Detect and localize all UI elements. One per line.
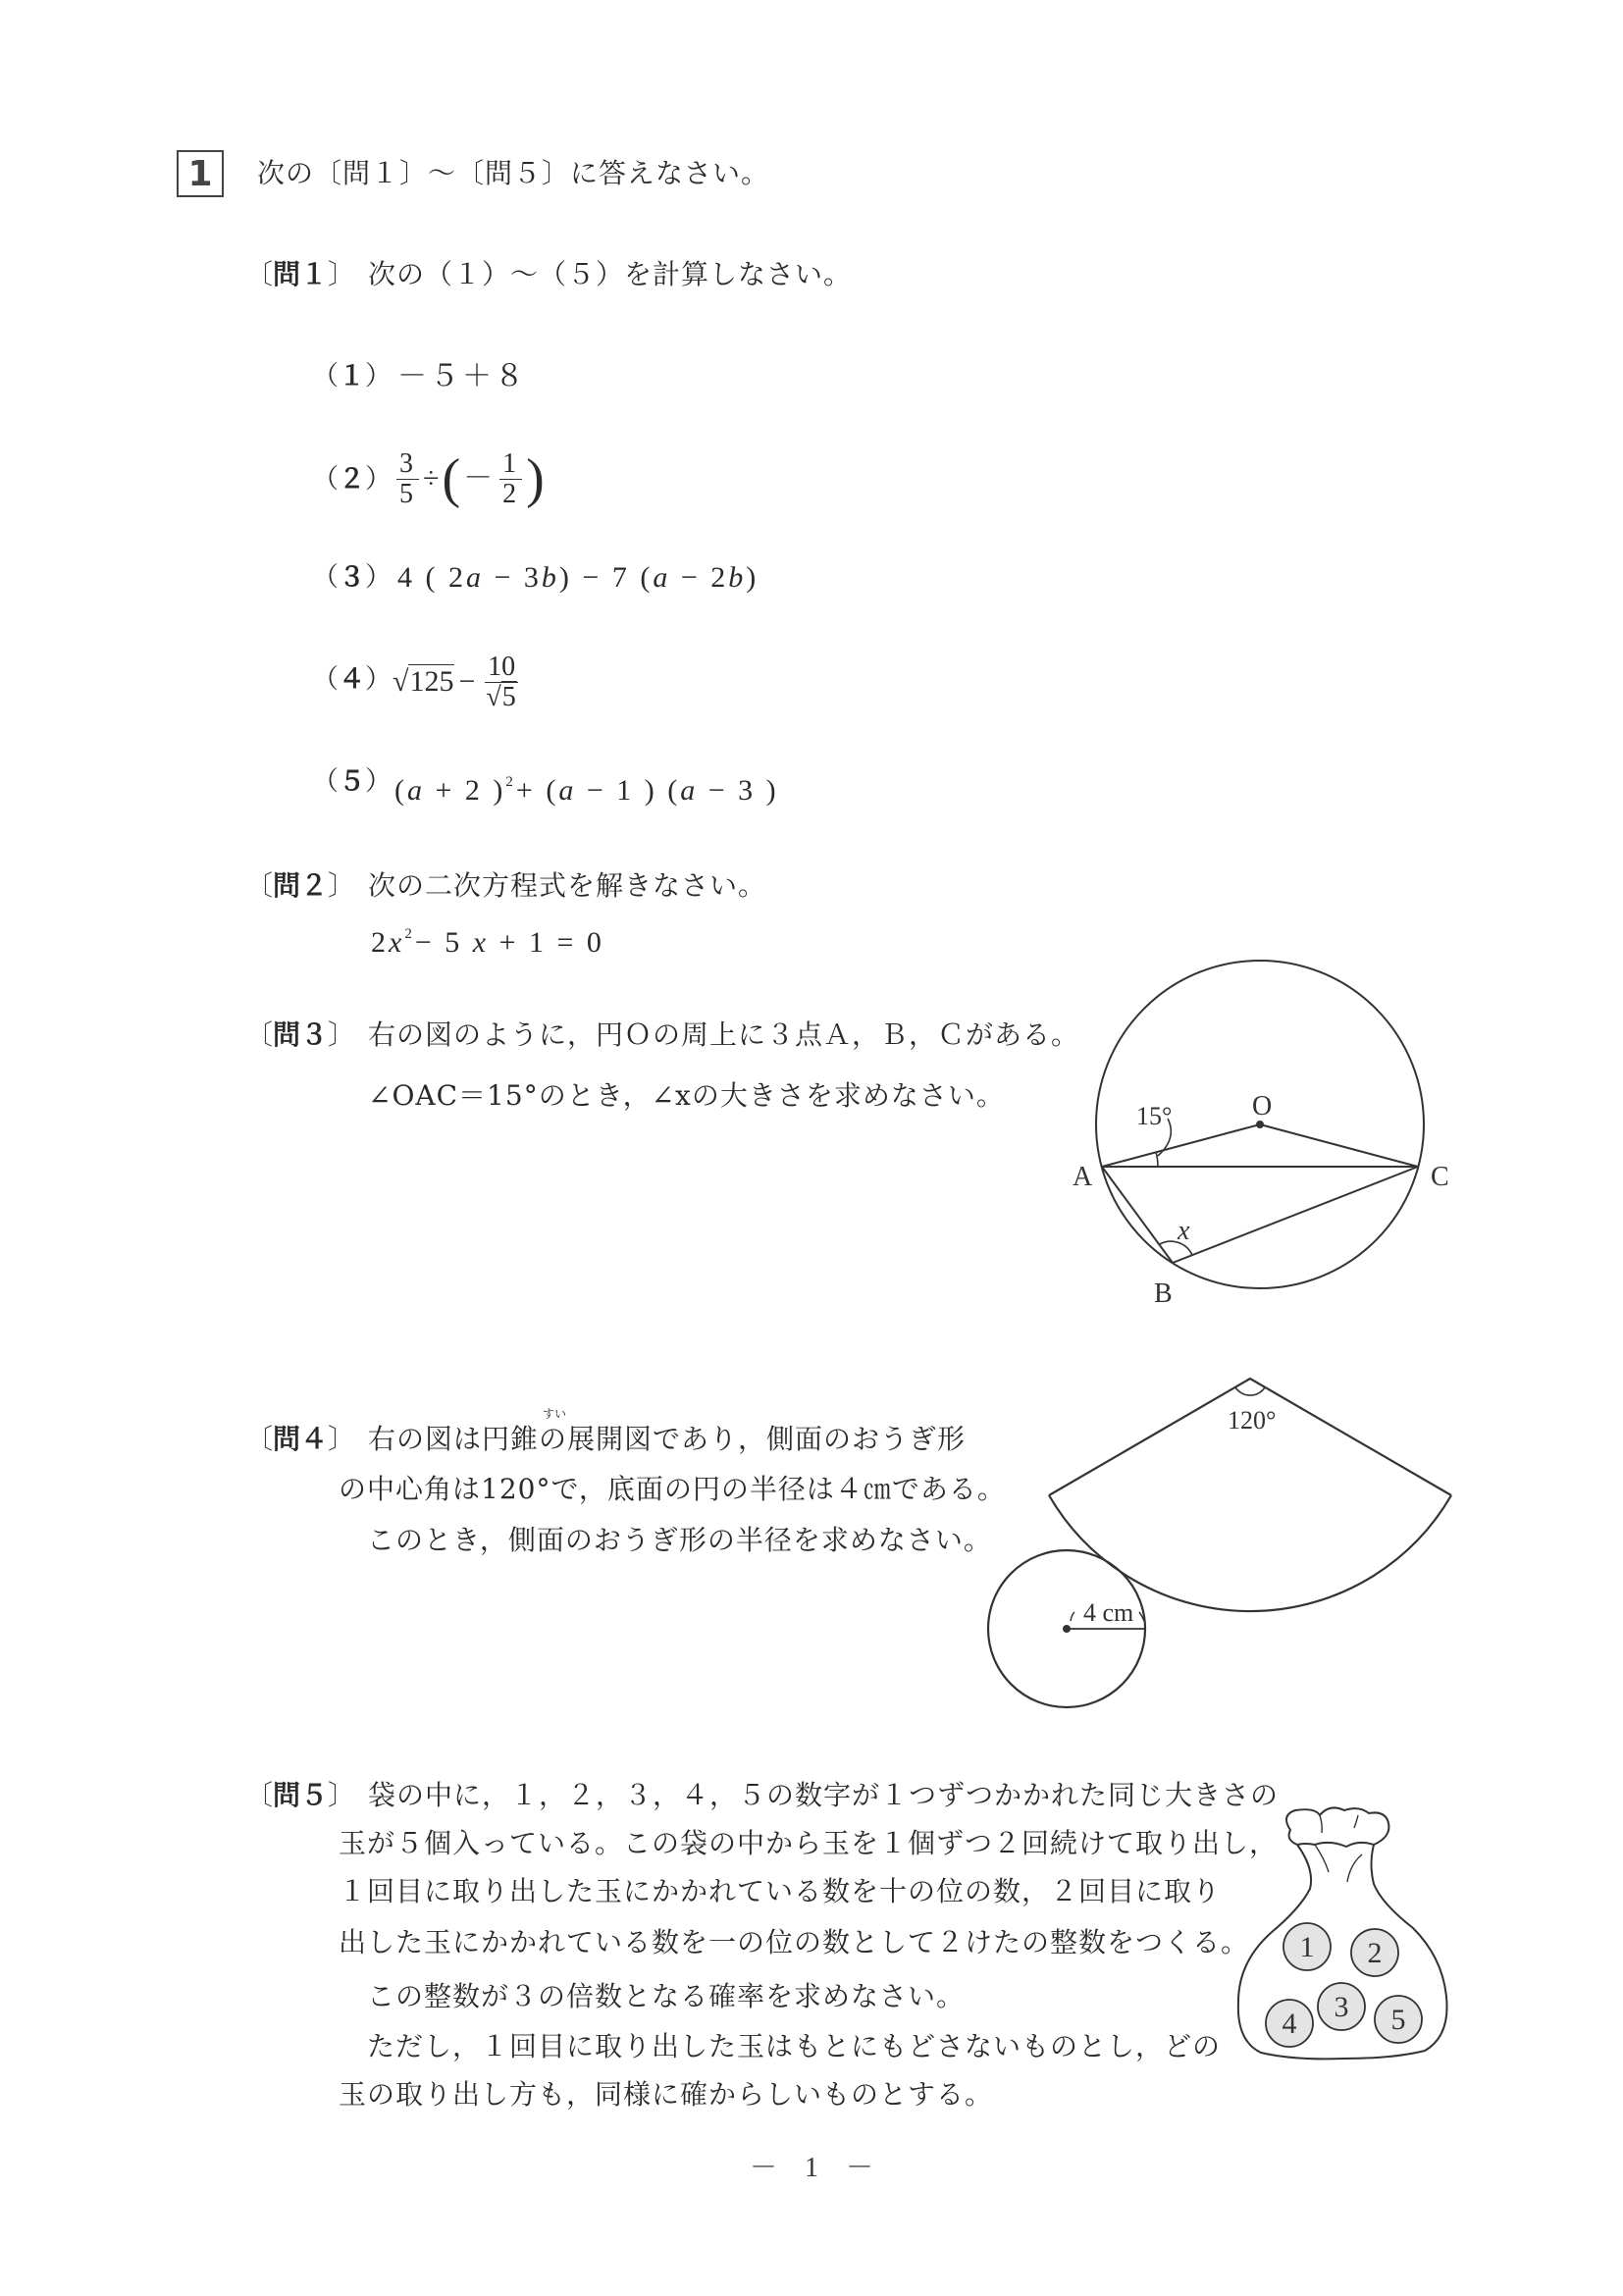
q1-item-2-label: （２） xyxy=(312,464,392,495)
label-a: A xyxy=(1073,1162,1093,1192)
q2-label: 〔問２〕 xyxy=(245,869,356,902)
q5-line-7: 玉の取り出し方も，同様に確からしいものとする。 xyxy=(339,2078,994,2111)
ball-label-4: 4 xyxy=(1282,2008,1297,2040)
label-4cm: 4 cm xyxy=(1083,1598,1134,1627)
bag-fold xyxy=(1315,1845,1329,1872)
paren-open: ( xyxy=(442,448,464,509)
q1-item-4-label: （４） xyxy=(312,664,392,695)
q2-instruction: 次の二次方程式を解きなさい。 xyxy=(368,869,767,902)
minus-sign: − xyxy=(458,665,476,698)
q1-instruction: 次の（１）～（５）を計算しなさい。 xyxy=(368,258,853,290)
q5-line-2: 玉が５個入っている。この袋の中から玉を１個ずつ２回続けて取り出し， xyxy=(339,1827,1279,1859)
section-instruction: 次の〔問１〕～〔問５〕に答えなさい。 xyxy=(257,157,770,189)
angle-oac-arc xyxy=(1156,1152,1158,1167)
q1-item-3-expr: 4 ( 2a − 3b) − 7 (a − 2b) xyxy=(397,561,759,594)
q5-line-4: 出した玉にかかれている数を一の位の数として２けたの整数をつくる。 xyxy=(339,1926,1250,1958)
central-angle-arc xyxy=(1235,1387,1265,1395)
ball-label-3: 3 xyxy=(1334,1991,1349,2023)
q5-label: 〔問５〕 xyxy=(245,1779,356,1811)
sqrt-125: √125 xyxy=(393,665,454,698)
q5-line-3: １回目に取り出した玉にかかれている数を十の位の数，２回目に取り xyxy=(339,1875,1222,1907)
q4-line-2: の中心角は120°で，底面の円の半径は４㎝である。 xyxy=(339,1473,1006,1505)
fraction-3-5: $\frac{3}{5}$ xyxy=(396,449,419,509)
label-x: x xyxy=(1178,1216,1190,1246)
page-number: － 1 － xyxy=(749,2153,874,2183)
q1-item-1-label: （１） xyxy=(312,361,392,391)
q5-line-6: ただし，１回目に取り出した玉はもとにもどさないものとし，どの xyxy=(339,2030,1222,2062)
sector-arc xyxy=(1049,1495,1451,1611)
fraction-1-2: $\frac{1}{2}$ xyxy=(499,449,522,509)
q5-line-1: 袋の中に，１，２，３，４，５の数字が１つずつかかれた同じ大きさの xyxy=(368,1779,1280,1811)
label-15-degrees: 15° xyxy=(1136,1102,1173,1130)
bag-fold xyxy=(1320,1815,1322,1833)
bag-fold xyxy=(1347,1854,1362,1882)
label-c: C xyxy=(1431,1162,1449,1192)
fraction-10-sqrt5: $\frac{10}{√5}$ xyxy=(483,652,519,712)
divide-sign: ÷ xyxy=(423,462,443,495)
label-120-degrees: 120° xyxy=(1228,1406,1277,1435)
q1-label: 〔問１〕 xyxy=(245,258,356,290)
q3-line-1: 右の図のように，円Ｏの周上に３点Ａ，Ｂ，Ｃがある。 xyxy=(368,1018,1080,1051)
label-o: O xyxy=(1252,1091,1273,1122)
base-center-dot xyxy=(1063,1625,1071,1633)
q1-item-5-expr: (a + 2 )$^2$+ (a − 1 ) (a − 3 ) xyxy=(394,774,779,807)
ball-label-1: 1 xyxy=(1299,1931,1315,1963)
radius-tick-left xyxy=(1071,1612,1074,1621)
q3-line-2: ∠OAC＝15°のとき，∠xの大きさを求めなさい。 xyxy=(368,1079,1005,1112)
center-o-dot xyxy=(1256,1121,1264,1128)
bag-tie xyxy=(1286,1807,1388,1847)
q4-ruby-sui: すい xyxy=(543,1407,567,1421)
paren-close: ) xyxy=(526,448,548,509)
label-b: B xyxy=(1154,1278,1173,1309)
segment-bc xyxy=(1173,1167,1418,1263)
ball-label-5: 5 xyxy=(1390,2004,1406,2036)
segment-ao xyxy=(1102,1124,1260,1167)
bag-fold xyxy=(1354,1815,1358,1828)
q4-line-3: このとき，側面のおうぎ形の半径を求めなさい。 xyxy=(339,1524,992,1556)
q3-label: 〔問３〕 xyxy=(245,1018,356,1051)
q1-item-5-label: （５） xyxy=(312,766,392,797)
q1-item-1-expr: －５＋８ xyxy=(397,360,527,392)
q4-cone-net-figure xyxy=(988,1379,1451,1707)
segment-ab xyxy=(1102,1167,1173,1263)
q2-equation: $2x^2- 5$ x + 1 = 0 xyxy=(371,926,604,959)
q4-label: 〔問４〕 xyxy=(245,1423,356,1455)
q1-item-3-label: （３） xyxy=(312,562,392,593)
segment-oc xyxy=(1260,1124,1418,1167)
ball-label-2: 2 xyxy=(1367,1937,1383,1969)
section-number: 1 xyxy=(187,153,213,194)
q5-line-5: この整数が３の倍数となる確率を求めなさい。 xyxy=(339,1980,966,2012)
q4-line-1: 右の図は円錐の展開図であり，側面のおうぎ形 xyxy=(368,1423,967,1455)
minus-sign: － xyxy=(463,462,497,495)
balls-group xyxy=(1266,1923,1422,2047)
